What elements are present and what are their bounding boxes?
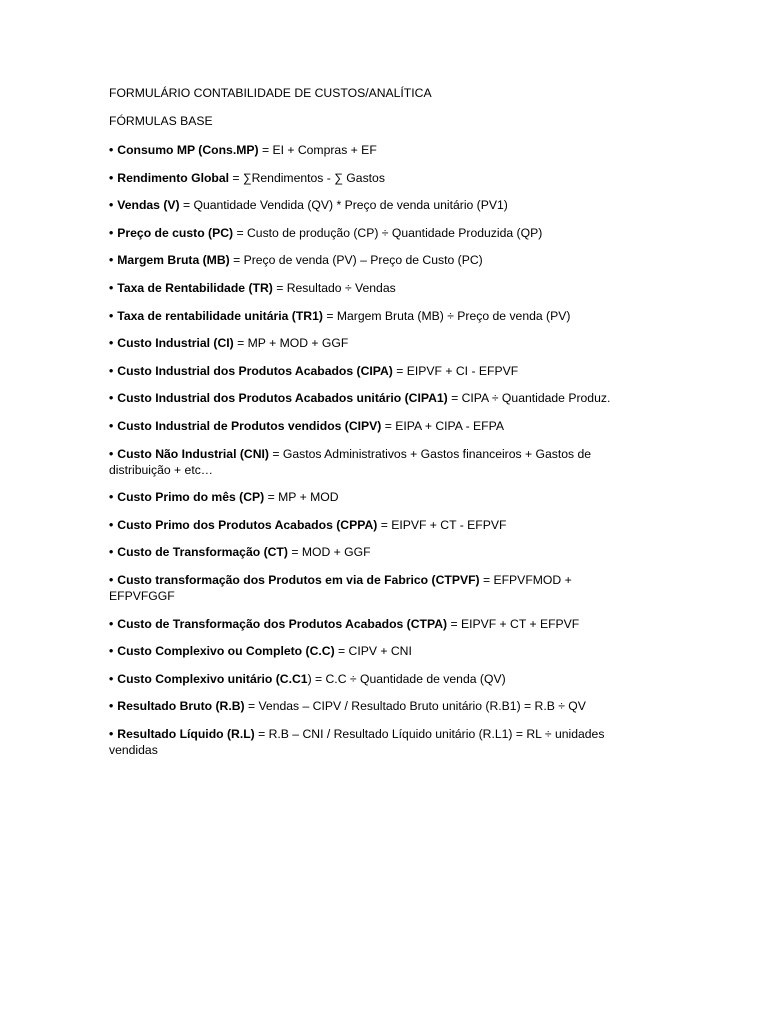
formula-item: [109, 363, 628, 379]
formula-item: [109, 390, 628, 406]
formula-item: [109, 698, 628, 714]
bullet-icon: •: [109, 198, 114, 213]
formula-item: [109, 197, 628, 213]
bullet-icon: •: [109, 418, 114, 433]
formula-expression: = EFPVFMOD + EFPVFGGF: [109, 572, 572, 603]
formula-expression: = Gastos Administrativos + Gastos financeiros + Gastos de distribuição + etc…: [109, 446, 592, 477]
formula-item: [109, 252, 628, 268]
bullet-icon: •: [109, 699, 114, 714]
formula-item: [109, 643, 628, 659]
formula-term: Vendas (V): [117, 198, 180, 213]
formula-term: Custo transformação dos Produtos em via de Fabrico (CTPVF): [117, 572, 480, 587]
formula-item: [109, 489, 628, 505]
formula-expression: = Resultado ÷ Vendas: [272, 280, 396, 295]
section-title: FÓRMULAS BASE: [109, 114, 213, 128]
formula-item: [109, 572, 628, 604]
formula-term: Taxa de Rentabilidade (TR): [117, 280, 273, 295]
formula-item: [109, 544, 628, 560]
formula-term: Custo Não Industrial (CNI): [117, 446, 269, 461]
formula-item: [109, 726, 628, 758]
formula-term: Taxa de rentabilidade unitária (TR1): [117, 308, 323, 323]
formula-expression: = R.B – CNI / Resultado Líquido unitário (R.L1) = RL ÷ unidades vendidas: [109, 726, 605, 757]
formula-item: [109, 308, 628, 324]
formula-expression: = MOD + GGF: [287, 545, 371, 560]
formula-list: [109, 142, 628, 758]
formula-term: Custo Primo do mês (CP): [117, 490, 265, 505]
formula-item: [109, 335, 628, 351]
formula-item: [109, 170, 628, 186]
formula-expression: = Custo de produção (CP) ÷ Quantidade Produzida (QP): [233, 225, 543, 240]
bullet-icon: •: [109, 446, 114, 461]
formula-item: [109, 517, 628, 533]
bullet-icon: •: [109, 363, 114, 378]
formula-item: [109, 446, 628, 478]
formula-term: Custo de Transformação (CT): [117, 545, 288, 560]
formula-item: [109, 418, 628, 434]
formula-term: Custo Complexivo unitário (C.C1: [117, 671, 308, 686]
document-title: FORMULÁRIO CONTABILIDADE DE CUSTOS/ANALÍTICA: [109, 86, 432, 100]
formula-expression: = CIPV + CNI: [334, 644, 412, 659]
formula-item: [109, 616, 628, 632]
formula-expression: = EIPVF + CI - EFPVF: [392, 363, 519, 378]
bullet-icon: •: [109, 308, 114, 323]
formula-expression: = MP + MOD: [264, 490, 339, 505]
formula-item: [109, 142, 628, 158]
formula-term: Consumo MP (Cons.MP): [117, 143, 259, 157]
bullet-icon: •: [109, 644, 114, 659]
formula-expression: = EIPVF + CT - EFPVF: [377, 517, 507, 532]
formula-expression: = EI + Compras + EF: [258, 143, 377, 157]
formula-expression: = EIPA + CIPA - EFPA: [381, 418, 504, 433]
formula-term: Custo Primo dos Produtos Acabados (CPPA): [117, 517, 378, 532]
formula-term: Resultado Líquido (R.L): [117, 726, 255, 741]
formula-term: Margem Bruta (MB): [117, 253, 230, 268]
formula-expression: = EIPVF + CT + EFPVF: [447, 616, 580, 631]
bullet-icon: •: [109, 280, 114, 295]
formula-expression: = ∑Rendimentos - ∑ Gastos: [229, 170, 385, 185]
formula-expression: = MP + MOD + GGF: [233, 336, 349, 351]
bullet-icon: •: [109, 391, 114, 406]
formula-term: Custo Industrial de Produtos vendidos (CIPV): [117, 418, 382, 433]
formula-term: Preço de custo (PC): [117, 225, 234, 240]
formula-term: Custo Complexivo ou Completo (C.C): [117, 644, 335, 659]
formula-expression: = Margem Bruta (MB) ÷ Preço de venda (PV): [322, 308, 571, 323]
formula-term: Custo Industrial dos Produtos Acabados unitário (CIPA1): [117, 391, 448, 406]
bullet-icon: •: [109, 225, 114, 240]
formula-expression: = Vendas – CIPV / Resultado Bruto unitário (R.B1) = R.B ÷ QV: [244, 699, 586, 714]
bullet-icon: •: [109, 726, 114, 741]
bullet-icon: •: [109, 572, 114, 587]
bullet-icon: •: [109, 616, 114, 631]
bullet-icon: •: [109, 143, 114, 157]
bullet-icon: •: [109, 490, 114, 505]
bullet-icon: •: [109, 336, 114, 351]
bullet-icon: •: [109, 170, 114, 185]
formula-expression: ) = C.C ÷ Quantidade de venda (QV): [307, 671, 506, 686]
formula-item: [109, 225, 628, 241]
bullet-icon: •: [109, 517, 114, 532]
bullet-icon: •: [109, 671, 114, 686]
formula-term: Custo de Transformação dos Produtos Acabados (CTPA): [117, 616, 448, 631]
formula-expression: = Quantidade Vendida (QV) * Preço de venda unitário (PV1): [179, 198, 508, 213]
formula-expression: = CIPA ÷ Quantidade Produz.: [447, 391, 611, 406]
formula-term: Custo Industrial (CI): [117, 336, 234, 351]
formula-item: [109, 280, 628, 296]
bullet-icon: •: [109, 545, 114, 560]
formula-term: Rendimento Global: [117, 170, 230, 185]
formula-item: [109, 671, 628, 687]
formula-term: Resultado Bruto (R.B): [117, 699, 245, 714]
bullet-icon: •: [109, 253, 114, 268]
formula-expression: = Preço de venda (PV) – Preço de Custo (PC): [229, 253, 483, 268]
formula-term: Custo Industrial dos Produtos Acabados (CIPA): [117, 363, 393, 378]
